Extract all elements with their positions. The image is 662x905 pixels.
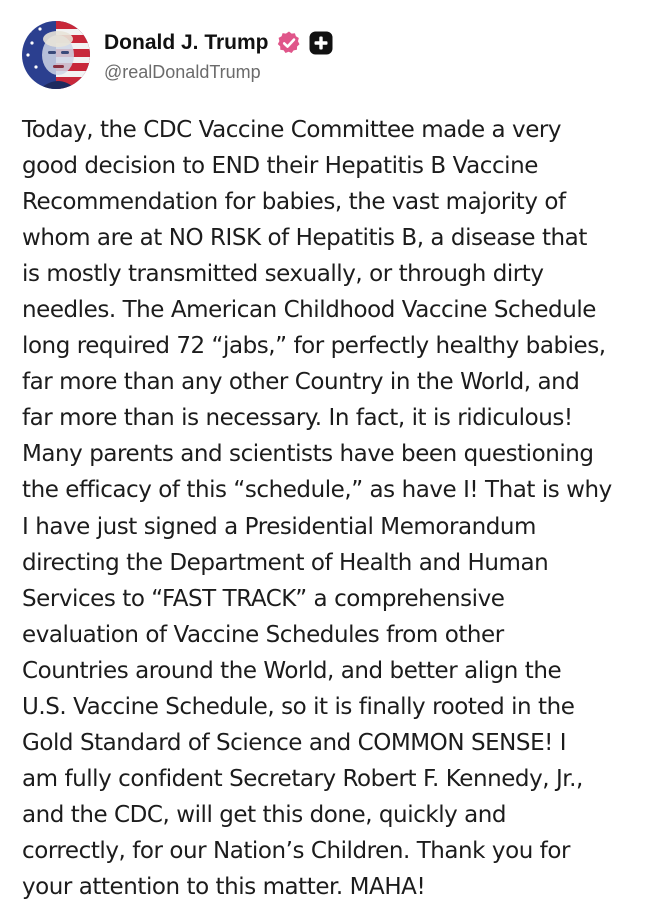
author-avatar[interactable] — [22, 21, 90, 89]
author-identity — [104, 28, 334, 83]
author-handle[interactable]: @realDonaldTrump — [104, 61, 261, 82]
author-display-name[interactable]: Donald J. Trump — [104, 30, 269, 54]
author-name-row — [104, 28, 334, 58]
plus-square-icon[interactable] — [308, 30, 334, 56]
verified-badge-icon — [276, 30, 302, 56]
avatar-flag-portrait-icon — [22, 21, 90, 89]
post-text: Today, the CDC Vaccine Committee made a very good decision to END their Hepatitis B Vaccine Recommendation for babies, the vast majority of whom are at NO RISK of Hepatitis B, a disease that is mostly transmitted sexually, or through dirty needles. The American Childhood Vaccine Schedule long required 72 “jabs,” for perfectly healthy babies, far more than any other Country in the World, and far more than is necessary. In fact, it is ridiculous! Many parents and scientists have been questioning the efficacy of this “schedule,” as have I! That is why I have just signed a Presidential Memorandum directing the Department of Health and Human Services to “FAST TRACK” a comprehensive evaluation of Vaccine Schedules from other Countries around the World, and better align the U.S. Vaccine Schedule, so it is finally rooted in the Gold Standard of Science and COMMON SENSE! I am fully confident Secretary Robert F. Kennedy, Jr., and the CDC, will get this done, quickly and correctly, for our Nation’s Children. Thank you for your attention to this matter. MAHA! — [22, 117, 612, 900]
post-header — [22, 20, 334, 90]
